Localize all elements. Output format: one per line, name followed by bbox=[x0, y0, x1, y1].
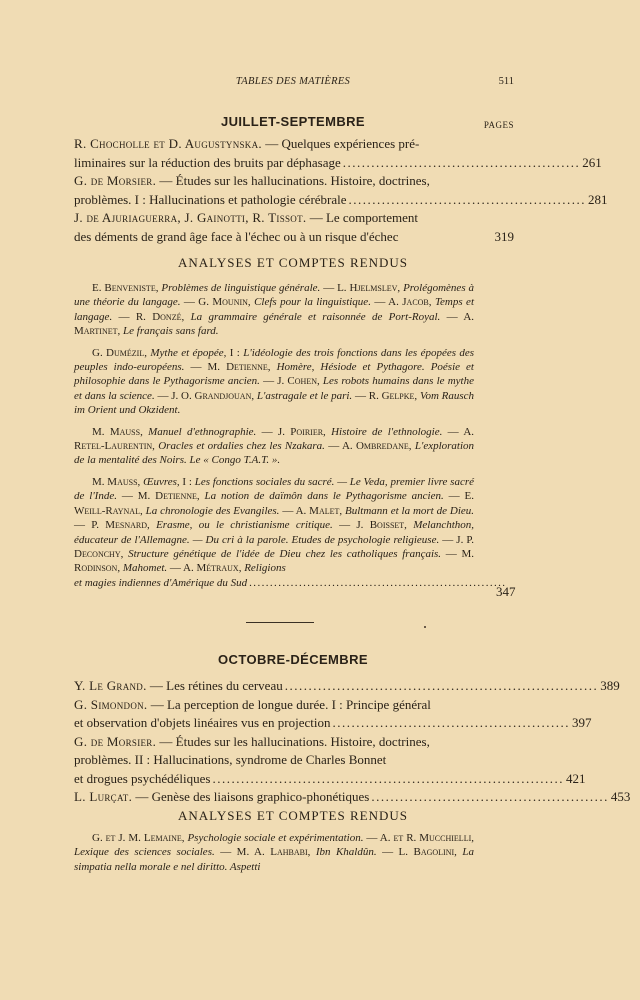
review-author: G. et J. M. Lemaine, bbox=[92, 832, 185, 844]
entry-author: G. de Morsier. bbox=[74, 733, 157, 749]
review-title: — Le Veda, premier livre sacré de l'Inde. bbox=[74, 475, 475, 503]
toc-entry bbox=[74, 696, 592, 733]
review-author: — J. O. Grandjouan, bbox=[157, 389, 255, 402]
leader-dots: .............................................................. bbox=[249, 576, 507, 589]
review-title: Ibn Khaldûn. bbox=[315, 846, 377, 859]
review-author: — J. P. Deconchy, bbox=[74, 533, 475, 560]
toc-section-1 bbox=[74, 135, 608, 246]
review-title: Prolégomènes à une théorie du langage. bbox=[74, 282, 475, 309]
review-title: Lexique des sciences sociales. bbox=[74, 846, 215, 859]
review-title: Manuel d'ethnographie. bbox=[148, 425, 257, 438]
review-title: Psychologie sociale et expérimentation. bbox=[187, 832, 364, 844]
review-title: L'astragale et le pari. bbox=[256, 389, 353, 402]
review-author: — G. Mounin, bbox=[183, 296, 251, 309]
analyses-block-2 bbox=[74, 831, 474, 881]
entry-title: — Le comportement bbox=[309, 210, 419, 225]
leader-dots: .................................................. bbox=[332, 715, 570, 730]
review-title: Œuvres, bbox=[143, 475, 180, 488]
review-author: — A. Ombredane, bbox=[328, 440, 412, 453]
entry-title-cont: des déments de grand âge face à l'échec ou à un risque d'échec bbox=[74, 228, 399, 244]
review-author: — J. Poirier, bbox=[261, 425, 326, 438]
review-author: — P. Mesnard, bbox=[74, 519, 150, 532]
review-author: — A. Métraux, bbox=[169, 562, 242, 575]
review-title: L'exploration de la mentalité des Noirs. Le « Congo T.A.T. ». bbox=[74, 440, 475, 467]
entry-author: J. de Ajuriaguerra, J. Gainotti, R. Tissot. bbox=[74, 210, 307, 225]
toc-entry bbox=[74, 788, 631, 807]
review-paragraph bbox=[74, 831, 474, 874]
page-number: 511 bbox=[498, 76, 514, 87]
review-title: et magies indiennes d'Amérique du Sud bbox=[74, 576, 248, 589]
entry-page: 421 bbox=[565, 770, 586, 786]
print-mark bbox=[424, 626, 426, 628]
review-author: — L. Bagolini, bbox=[382, 846, 457, 859]
review-title: Les robots humains dans le mythe et dans la science. bbox=[74, 375, 474, 402]
review-author: — A. Retel-Laurentin, bbox=[74, 425, 475, 453]
running-head bbox=[0, 76, 640, 92]
review-paragraph bbox=[74, 425, 474, 468]
entry-title-cont: liminaires sur la réduction des bruits par déphasage bbox=[74, 154, 341, 170]
review-author: — A. Martinet, bbox=[74, 310, 475, 338]
toc-entry bbox=[74, 172, 608, 209]
entry-title: — Genèse des liaisons graphico-phonétiques bbox=[135, 789, 370, 804]
review-author: — A. et R. Mucchielli, bbox=[366, 832, 474, 844]
review-title: Vom Rausch im Orient und Okzident. bbox=[74, 389, 475, 417]
entry-author: L. Lurçat. bbox=[74, 789, 133, 804]
entry-page: 397 bbox=[572, 715, 592, 730]
review-title: Structure génétique de l'idée de Dieu chez les catholiques français. bbox=[128, 547, 442, 560]
leader-dots: .................................................. bbox=[342, 154, 581, 170]
analyses-block-1 bbox=[74, 281, 507, 590]
section-divider bbox=[246, 622, 314, 623]
review-paragraph bbox=[74, 281, 474, 339]
review-paragraph bbox=[74, 346, 474, 418]
section-title-juillet-septembre: JUILLET-SEPTEMBRE bbox=[220, 114, 366, 129]
review-volume: I : bbox=[182, 475, 192, 488]
pages-column-label: PAGES bbox=[483, 120, 514, 130]
review-title: Histoire de l'ethnologie. bbox=[331, 425, 443, 438]
review-author: — A. Malet, bbox=[282, 504, 343, 517]
review-title: Homère, Hésiode et Pythagore. Poésie et philosophie dans le Pythagorisme ancien. bbox=[74, 361, 474, 388]
leader-dots: .................................................. bbox=[348, 191, 587, 207]
leader-dots: .................................................. bbox=[371, 789, 609, 804]
review-title: Oracles et ordalies chez les Nzakara. bbox=[158, 440, 325, 453]
review-author: — J. Cohen, bbox=[263, 375, 320, 388]
review-author: — M. Detienne, bbox=[121, 490, 200, 503]
entry-page: 319 bbox=[494, 228, 514, 244]
review-last-line bbox=[74, 576, 507, 590]
review-author: — L. Hjelmslev, bbox=[323, 282, 401, 294]
entry-page: 453 bbox=[610, 789, 631, 804]
entry-title: — Études sur les hallucinations. Histoire, doctrines, bbox=[159, 733, 430, 749]
review-author: M. Mauss, bbox=[92, 425, 143, 438]
entry-author: R. Chocholle et D. Augustynska. bbox=[74, 136, 262, 151]
review-title: Problèmes de linguistique générale. bbox=[161, 282, 321, 294]
review-title: Melanchthon, éducateur de l'Allemagne. bbox=[74, 519, 475, 546]
analyses-title: ANALYSES ET COMPTES RENDUS bbox=[178, 255, 408, 270]
review-paragraph bbox=[74, 475, 474, 576]
entry-title-cont: problèmes. I : Hallucinations et pathologie cérébrale bbox=[74, 191, 347, 207]
entry-page: 389 bbox=[600, 678, 620, 693]
running-head-title: TABLES DES MATIÈRES bbox=[235, 76, 351, 87]
entry-page: 281 bbox=[588, 191, 608, 207]
review-title: L'idéologie des trois fonctions dans les épopées des peuples indo-européens. bbox=[74, 346, 475, 374]
review-author: — E. Weill-Raynal, bbox=[74, 490, 474, 517]
review-title: Les fonctions sociales du sacré. bbox=[194, 475, 335, 488]
toc-entry bbox=[74, 209, 514, 246]
entry-title: — Études sur les hallucinations. Histoire, doctrines, bbox=[159, 173, 430, 188]
entry-title-cont: et drogues psychédéliques bbox=[74, 770, 211, 786]
leader-dots: .................................................................. bbox=[284, 678, 599, 693]
review-title: Bultmann et la mort de Dieu. bbox=[345, 504, 475, 517]
review-volume: I : bbox=[229, 346, 240, 359]
section-title-octobre-decembre: OCTOBRE-DÉCEMBRE bbox=[218, 652, 368, 667]
toc-entry bbox=[74, 677, 620, 696]
entry-author: Y. Le Grand. bbox=[74, 678, 147, 693]
review-title: La grammaire générale et raisonnée de Port-Royal. bbox=[190, 310, 441, 323]
analyses-title: ANALYSES ET COMPTES RENDUS bbox=[178, 808, 408, 823]
review-title: Le français sans fard. bbox=[123, 325, 219, 338]
review-title: Mahomet. bbox=[122, 562, 168, 575]
entry-author: G. de Morsier. bbox=[74, 173, 157, 188]
toc-section-2 bbox=[74, 677, 631, 807]
review-title: Erasme, ou le christianisme critique. bbox=[156, 519, 333, 532]
review-author: — J. Boisset, bbox=[339, 519, 407, 532]
review-author: — M. Detienne, bbox=[190, 361, 271, 374]
review-author: M. Mauss, bbox=[92, 475, 141, 488]
review-title: Clefs pour la linguistique. bbox=[254, 296, 371, 309]
review-title: Religions bbox=[244, 562, 286, 575]
toc-entry bbox=[74, 733, 586, 789]
review-author: — M. A. Lahbabi, bbox=[220, 846, 311, 859]
entry-title: — Les rétines du cerveau bbox=[149, 678, 283, 693]
review-title: — Du cri à la parole. Etudes de psychologie religieuse. bbox=[192, 533, 440, 546]
toc-entry bbox=[74, 135, 602, 172]
entry-title-cont: et observation d'objets linéaires vus en projection bbox=[74, 715, 331, 730]
review-title: Mythe et épopée, bbox=[150, 346, 227, 359]
review-author: — R. Gelpke, bbox=[354, 389, 418, 402]
review-title: La chronologie des Evangiles. bbox=[145, 504, 280, 517]
review-author: G. Dumézil, bbox=[92, 346, 147, 359]
review-title: La notion de daïmôn dans le Pythagorisme ancien. bbox=[204, 490, 444, 503]
entry-title: — Quelques expériences pré- bbox=[265, 136, 420, 151]
review-page: 347 bbox=[496, 584, 516, 599]
review-title: La simpatia nella morale e nel diritto. Aspetti bbox=[74, 846, 475, 873]
review-title: Temps et langage. bbox=[74, 296, 474, 323]
entry-title: — La perception de longue durée. I : Principe général bbox=[150, 696, 431, 712]
entry-author: G. Simondon. bbox=[74, 696, 148, 712]
review-author: — A. Jacob, bbox=[374, 296, 432, 309]
entry-page: 261 bbox=[582, 154, 602, 170]
entry-title-cont: problèmes. II : Hallucinations, syndrome de Charles Bonnet bbox=[74, 752, 387, 767]
review-author: — R. Donzé, bbox=[118, 310, 185, 323]
review-author: E. Benveniste, bbox=[92, 282, 159, 294]
leader-dots: .......................................................................... bbox=[212, 770, 564, 786]
review-author: — M. Rodinson, bbox=[74, 547, 475, 575]
